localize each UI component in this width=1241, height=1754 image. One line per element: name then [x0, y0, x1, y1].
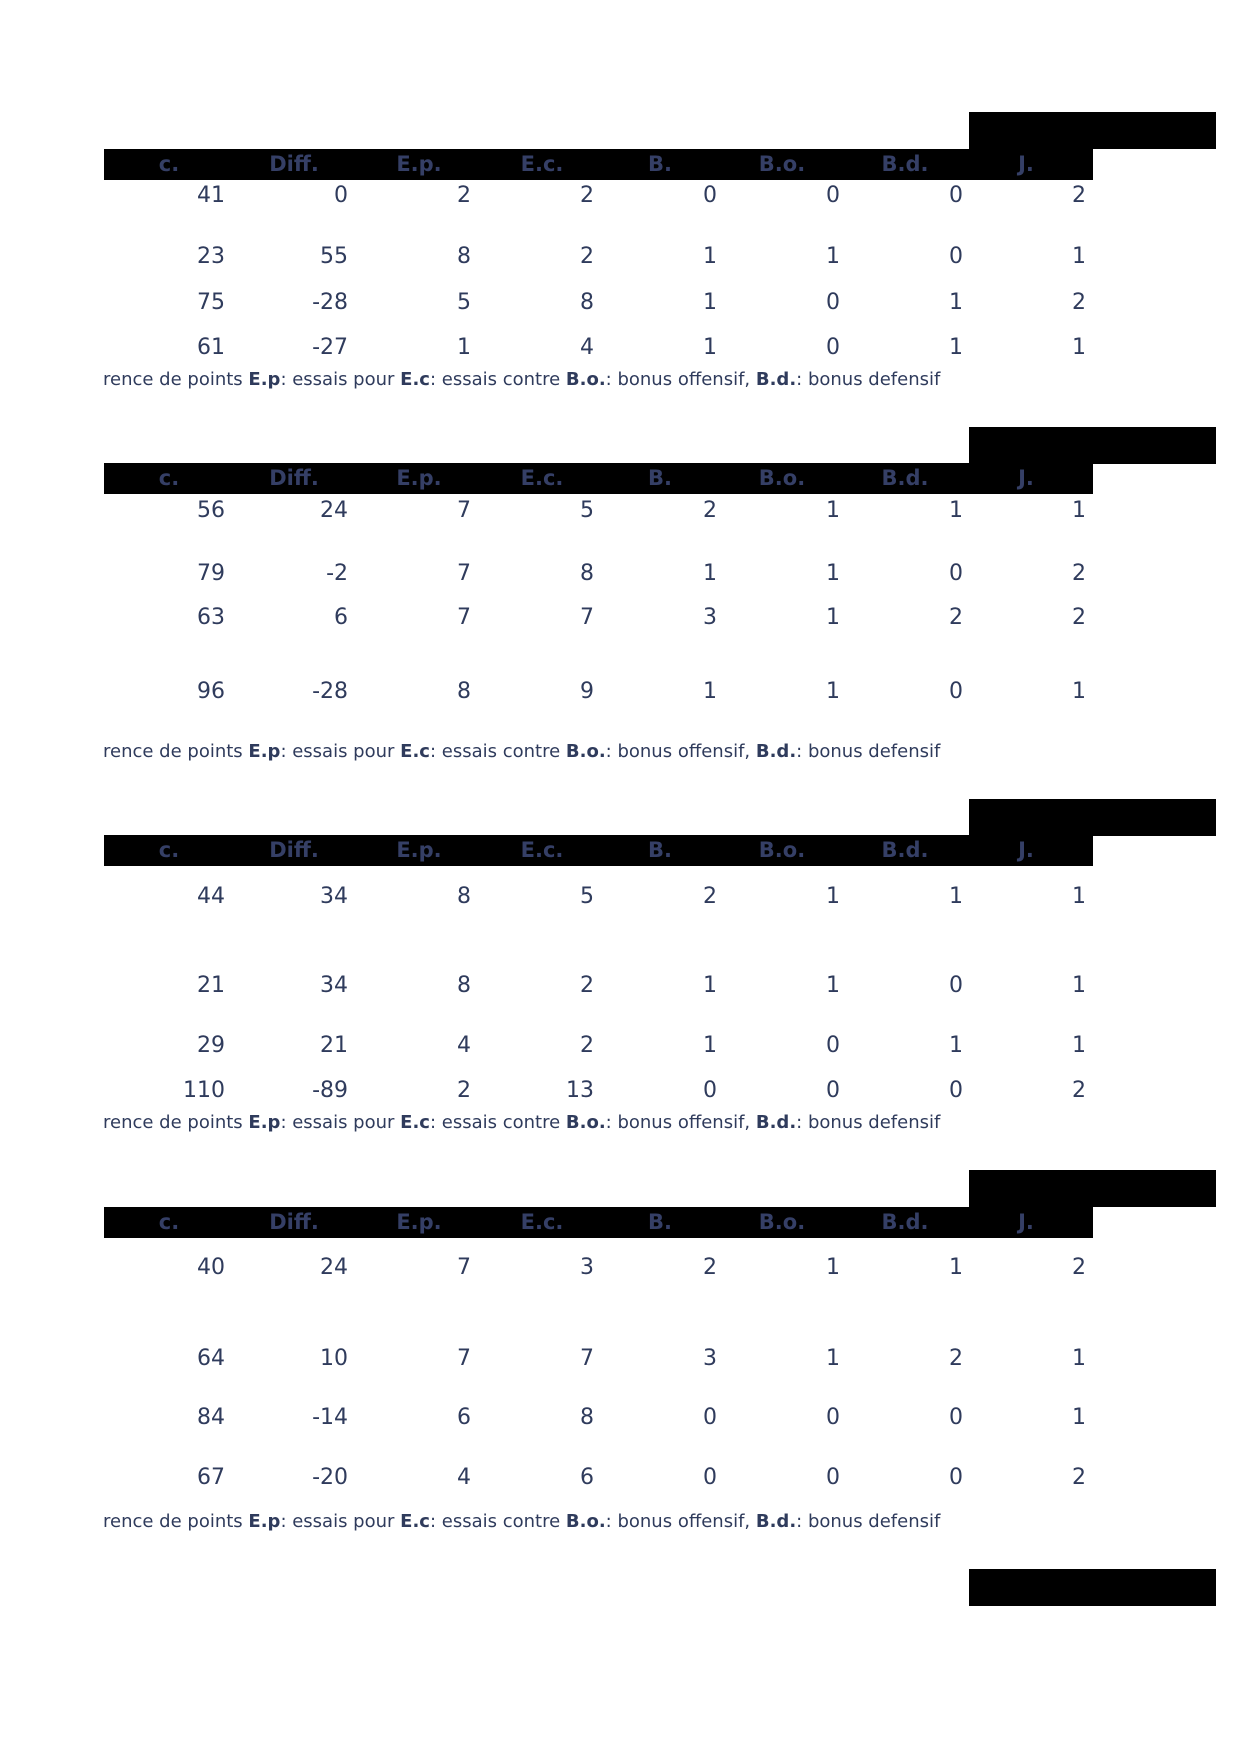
- legend-key: E.p: [248, 1511, 281, 1532]
- col-header: B.d.: [881, 466, 929, 490]
- cell: 63: [197, 605, 225, 630]
- cell: 0: [703, 183, 717, 208]
- legend-text: : essais pour: [280, 1112, 401, 1133]
- cell: 2: [580, 973, 594, 998]
- cell: 0: [826, 1078, 840, 1103]
- col-header: B.o.: [758, 466, 806, 490]
- legend-text: : bonus offensif,: [605, 1112, 756, 1133]
- cell: 1: [949, 290, 963, 315]
- cell: 0: [703, 1465, 717, 1490]
- cell: -2: [326, 561, 348, 586]
- cell: 2: [1072, 561, 1086, 586]
- col-header: E.c.: [520, 466, 564, 490]
- col-header: E.p.: [396, 838, 442, 862]
- col-header: J.: [1018, 466, 1034, 490]
- cell: 4: [457, 1465, 471, 1490]
- legend-text: : essais pour: [280, 741, 401, 762]
- col-header: E.c.: [520, 838, 564, 862]
- col-header: B.d.: [881, 152, 929, 176]
- legend-text: : essais pour: [280, 369, 401, 390]
- cell: 1: [949, 1255, 963, 1280]
- cell: 0: [826, 290, 840, 315]
- col-header: B.o.: [758, 1210, 806, 1234]
- cell: 6: [334, 605, 348, 630]
- cell: -20: [312, 1465, 348, 1490]
- cell: 3: [703, 605, 717, 630]
- cell: 0: [826, 1405, 840, 1430]
- col-header: Diff.: [269, 466, 319, 490]
- legend-text: : bonus defensif: [796, 1112, 941, 1133]
- cell: 5: [457, 290, 471, 315]
- col-header: c.: [158, 1210, 180, 1234]
- legend-note: [103, 741, 940, 762]
- legend-text: : essais contre: [429, 369, 566, 390]
- col-header: J.: [1018, 838, 1034, 862]
- legend-text: : bonus offensif,: [605, 369, 756, 390]
- cell: 84: [197, 1405, 225, 1430]
- legend-note: [103, 1112, 940, 1133]
- cell: 29: [197, 1033, 225, 1058]
- cell: 10: [320, 1346, 348, 1371]
- cell: 0: [334, 183, 348, 208]
- cell: 41: [197, 183, 225, 208]
- legend-text: : bonus defensif: [796, 1511, 941, 1532]
- cell: -14: [312, 1405, 348, 1430]
- cell: 1: [826, 605, 840, 630]
- cell: 8: [580, 290, 594, 315]
- cell: 1: [703, 561, 717, 586]
- cell: 2: [457, 183, 471, 208]
- cell: 79: [197, 561, 225, 586]
- cell: 8: [457, 884, 471, 909]
- col-header: Diff.: [269, 152, 319, 176]
- cell: 2: [580, 1033, 594, 1058]
- cell: 13: [566, 1078, 594, 1103]
- legend-key: E.c: [400, 741, 430, 762]
- cell: 1: [703, 335, 717, 360]
- cell: -89: [312, 1078, 348, 1103]
- cell: 2: [1072, 183, 1086, 208]
- col-header: B.o.: [758, 152, 806, 176]
- cell: 21: [320, 1033, 348, 1058]
- cell: 1: [826, 1255, 840, 1280]
- legend-note: [103, 1511, 940, 1532]
- legend-text: rence de points: [103, 369, 249, 390]
- col-header: B.: [648, 152, 672, 176]
- cell: 0: [949, 973, 963, 998]
- cell: 0: [826, 183, 840, 208]
- cell: 7: [457, 1346, 471, 1371]
- cell: 5: [580, 884, 594, 909]
- col-header: c.: [158, 152, 180, 176]
- cell: 1: [826, 679, 840, 704]
- col-header: B.o.: [758, 838, 806, 862]
- legend-text: : bonus defensif: [796, 369, 941, 390]
- cell: 0: [826, 335, 840, 360]
- cell: 7: [580, 605, 594, 630]
- cell: 61: [197, 335, 225, 360]
- legend-key: E.p: [248, 369, 281, 390]
- legend-key: B.d.: [755, 369, 797, 390]
- table-header: [104, 463, 1093, 494]
- cell: 40: [197, 1255, 225, 1280]
- cell: 0: [826, 1465, 840, 1490]
- cell: 0: [703, 1405, 717, 1430]
- cell: 1: [703, 1033, 717, 1058]
- cell: 75: [197, 290, 225, 315]
- table-header: [104, 1207, 1093, 1238]
- table-header: [104, 835, 1093, 866]
- cell: 1: [1072, 679, 1086, 704]
- legend-text: rence de points: [103, 1112, 249, 1133]
- cell: 0: [703, 1078, 717, 1103]
- cell: 21: [197, 973, 225, 998]
- cell: -28: [312, 679, 348, 704]
- cell: 55: [320, 244, 348, 269]
- legend-text: rence de points: [103, 1511, 249, 1532]
- col-header: E.p.: [396, 466, 442, 490]
- cell: 8: [580, 561, 594, 586]
- cell: 7: [457, 498, 471, 523]
- legend-key: B.o.: [565, 741, 606, 762]
- col-header: c.: [158, 838, 180, 862]
- cell: 6: [457, 1405, 471, 1430]
- legend-text: : essais contre: [429, 1511, 566, 1532]
- legend-key: B.d.: [755, 741, 797, 762]
- col-header: E.c.: [520, 152, 564, 176]
- cell: 1: [826, 244, 840, 269]
- cell: 1: [703, 973, 717, 998]
- redacted-title-bar: [969, 1569, 1216, 1606]
- cell: 1: [1072, 1405, 1086, 1430]
- cell: 7: [580, 1346, 594, 1371]
- cell: 0: [949, 561, 963, 586]
- redacted-title-bar: [969, 112, 1216, 149]
- cell: 1: [949, 335, 963, 360]
- cell: 3: [580, 1255, 594, 1280]
- cell: 2: [949, 605, 963, 630]
- legend-note: [103, 369, 940, 390]
- cell: 96: [197, 679, 225, 704]
- cell: 1: [1072, 1033, 1086, 1058]
- cell: 2: [1072, 290, 1086, 315]
- legend-text: : bonus defensif: [796, 741, 941, 762]
- cell: 1: [703, 679, 717, 704]
- cell: 1: [1072, 973, 1086, 998]
- cell: 67: [197, 1465, 225, 1490]
- cell: 3: [703, 1346, 717, 1371]
- cell: 0: [949, 183, 963, 208]
- cell: 8: [457, 244, 471, 269]
- cell: 7: [457, 561, 471, 586]
- col-header: B.d.: [881, 838, 929, 862]
- redacted-title-bar: [969, 427, 1216, 464]
- col-header: c.: [158, 466, 180, 490]
- cell: 8: [457, 973, 471, 998]
- cell: 8: [580, 1405, 594, 1430]
- cell: 44: [197, 884, 225, 909]
- col-header: E.p.: [396, 152, 442, 176]
- col-header: E.c.: [520, 1210, 564, 1234]
- legend-text: : essais contre: [429, 741, 566, 762]
- cell: -28: [312, 290, 348, 315]
- cell: 9: [580, 679, 594, 704]
- cell: 2: [580, 183, 594, 208]
- redacted-title-bar: [969, 799, 1216, 836]
- cell: 2: [703, 498, 717, 523]
- cell: 1: [703, 290, 717, 315]
- cell: 24: [320, 498, 348, 523]
- legend-text: : essais contre: [429, 1112, 566, 1133]
- cell: 2: [457, 1078, 471, 1103]
- legend-key: B.o.: [565, 1112, 606, 1133]
- cell: 0: [949, 244, 963, 269]
- cell: 7: [457, 1255, 471, 1280]
- cell: 6: [580, 1465, 594, 1490]
- table-header: [104, 149, 1093, 180]
- col-header: E.p.: [396, 1210, 442, 1234]
- legend-text: : bonus offensif,: [605, 1511, 756, 1532]
- cell: 23: [197, 244, 225, 269]
- cell: 1: [826, 498, 840, 523]
- cell: 0: [826, 1033, 840, 1058]
- cell: 1: [1072, 335, 1086, 360]
- cell: 1: [826, 1346, 840, 1371]
- cell: 1: [1072, 884, 1086, 909]
- legend-key: E.c: [400, 1112, 430, 1133]
- cell: 0: [949, 1078, 963, 1103]
- cell: 0: [949, 1465, 963, 1490]
- cell: 8: [457, 679, 471, 704]
- cell: 0: [949, 679, 963, 704]
- col-header: J.: [1018, 1210, 1034, 1234]
- cell: 2: [1072, 1465, 1086, 1490]
- legend-key: E.c: [400, 369, 430, 390]
- cell: 1: [949, 498, 963, 523]
- cell: 1: [1072, 244, 1086, 269]
- cell: 2: [1072, 1078, 1086, 1103]
- cell: 1: [703, 244, 717, 269]
- cell: 1: [949, 884, 963, 909]
- cell: 110: [183, 1078, 225, 1103]
- col-header: B.: [648, 1210, 672, 1234]
- cell: 4: [457, 1033, 471, 1058]
- cell: 4: [580, 335, 594, 360]
- cell: 2: [703, 1255, 717, 1280]
- legend-key: B.o.: [565, 369, 606, 390]
- cell: 2: [949, 1346, 963, 1371]
- cell: 34: [320, 884, 348, 909]
- cell: 2: [1072, 605, 1086, 630]
- cell: 2: [1072, 1255, 1086, 1280]
- cell: 1: [457, 335, 471, 360]
- legend-key: E.c: [400, 1511, 430, 1532]
- cell: 1: [826, 561, 840, 586]
- cell: 5: [580, 498, 594, 523]
- col-header: Diff.: [269, 1210, 319, 1234]
- cell: 1: [949, 1033, 963, 1058]
- cell: 1: [1072, 498, 1086, 523]
- cell: 64: [197, 1346, 225, 1371]
- legend-key: B.d.: [755, 1511, 797, 1532]
- cell: 1: [1072, 1346, 1086, 1371]
- cell: 7: [457, 605, 471, 630]
- cell: 0: [949, 1405, 963, 1430]
- legend-text: rence de points: [103, 741, 249, 762]
- col-header: Diff.: [269, 838, 319, 862]
- legend-key: E.p: [248, 1112, 281, 1133]
- cell: 24: [320, 1255, 348, 1280]
- col-header: B.: [648, 838, 672, 862]
- cell: 1: [826, 973, 840, 998]
- legend-key: E.p: [248, 741, 281, 762]
- col-header: B.d.: [881, 1210, 929, 1234]
- legend-text: : essais pour: [280, 1511, 401, 1532]
- cell: 2: [580, 244, 594, 269]
- cell: 1: [826, 884, 840, 909]
- col-header: J.: [1018, 152, 1034, 176]
- legend-key: B.d.: [755, 1112, 797, 1133]
- cell: 2: [703, 884, 717, 909]
- cell: 56: [197, 498, 225, 523]
- cell: -27: [312, 335, 348, 360]
- legend-text: : bonus offensif,: [605, 741, 756, 762]
- legend-key: B.o.: [565, 1511, 606, 1532]
- redacted-title-bar: [969, 1170, 1216, 1207]
- cell: 34: [320, 973, 348, 998]
- col-header: B.: [648, 466, 672, 490]
